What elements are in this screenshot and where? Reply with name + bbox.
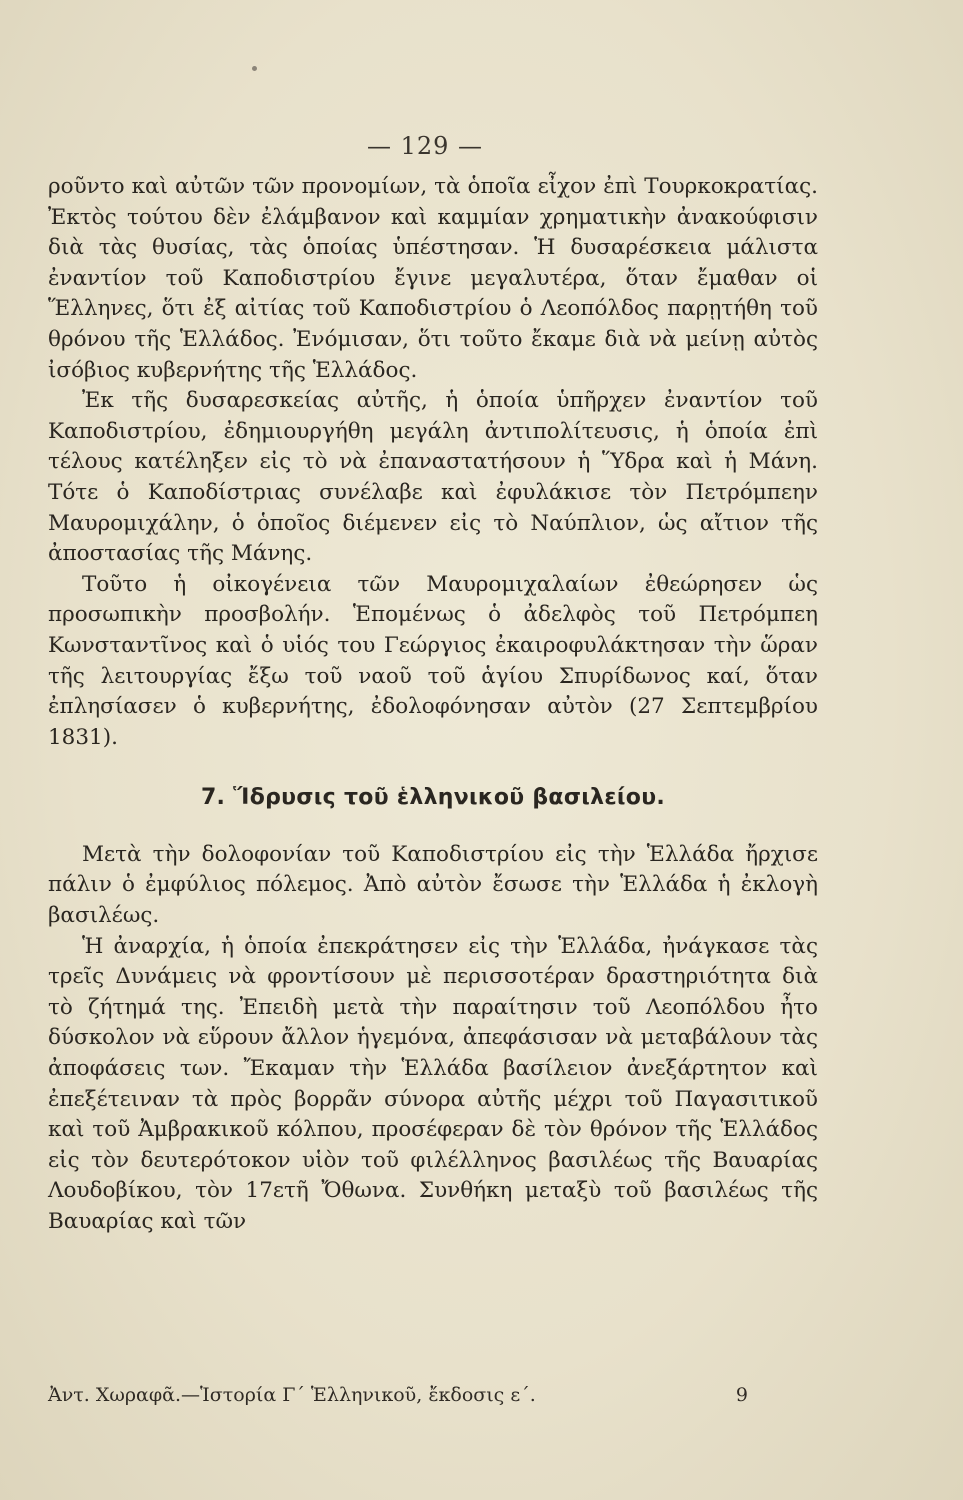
page-number: — 129 — — [366, 132, 484, 160]
body-text — [48, 172, 818, 1238]
footer-citation: Ἀντ. Χωραφᾶ.—Ἱστορία Γ´ Ἑλληνικοῦ, ἔκδοσις ε´. — [48, 1384, 536, 1406]
paragraph: Τοῦτο ἡ οἰκογένεια τῶν Μαυρομιχαλαίων ἐθεώρησεν ὡς προσωπικὴν προσβολήν. Ἑπομένως ὁ ἀδελφὸς τοῦ Πετρόμπεη Κωνσταντῖνος καὶ ὁ υἱός του Γεώργιος ἐκαιροφυλάκτησαν τὴν ὥραν τῆς λειτουργίας ἔξω τοῦ ναοῦ τοῦ ἁγίου Σπυρίδωνος καί, ὅταν ἐπλησίασεν ὁ κυβερνήτης, ἐδολοφόνησαν αὐτὸν (27 Σεπτεμβρίου 1831). — [48, 571, 818, 750]
section-heading-container — [48, 753, 818, 840]
signature-mark: 9 — [735, 1384, 748, 1406]
paragraph: Ἡ ἀναρχία, ἡ ὁποία ἐπεκράτησεν εἰς τὴν Ἑλλάδα, ἠνάγκασε τὰς τρεῖς Δυνάμεις νὰ φροντίσουν μὲ περισσοτέραν δραστηριότητα διὰ τὸ ζήτημά της. Ἐπειδὴ μετὰ τὴν παραίτησιν τοῦ Λεοπόλδου ἦτο δύσκολον νὰ εὕρουν ἄλλον ἡγεμόνα, ἀπεφάσισαν νὰ μεταβάλουν τὰς ἀποφάσεις των. Ἔκαμαν τὴν Ἑλλάδα βασίλειον ἀνεξάρτητον καὶ ἐπεξέτειναν τὰ πρὸς βορρᾶν σύνορα αὐτῆς μέχρι τοῦ Παγασιτικοῦ καὶ τοῦ Ἀμβρακικοῦ κόλπου, προσέφεραν δὲ τὸν θρόνον τῆς Ἑλλάδος εἰς τὸν δευτερότοκον υἱὸν τοῦ φιλέλληνος βασιλέως τῆς Βαυαρίας Λουδοβίκου, τὸν 17ετῆ Ὄθωνα. Συνθήκη μεταξὺ τοῦ βασιλέως τῆς Βαυαρίας καὶ τῶν — [48, 933, 818, 1234]
ink-speck — [252, 66, 257, 71]
paragraph: ροῦντο καὶ αὐτῶν τῶν προνομίων, τὰ ὁποῖα εἶχον ἐπὶ Τουρκοκρατίας. Ἐκτὸς τούτου δὲν ἐλάμβανον καὶ καμμίαν χρηματικὴν ἀνακούφισιν διὰ τὰς θυσίας, τὰς ὁποίας ὑπέστησαν. Ἡ δυσαρέσκεια μάλιστα ἐναντίον τοῦ Καποδιστρίου ἔγινε μεγαλυτέρα, ὅταν ἔμαθαν οἱ Ἕλληνες, ὅτι ἐξ αἰτίας τοῦ Καποδιστρίου ὁ Λεοπόλδος παρῃτήθη τοῦ θρόνου τῆς Ἑλλάδος. Ἐνόμισαν, ὅτι τοῦτο ἔκαμε διὰ νὰ μείνῃ αὐτὸς ἰσόβιος κυβερνήτης τῆς Ἑλλάδος. — [48, 174, 818, 383]
paragraph: Μετὰ τὴν δολοφονίαν τοῦ Καποδιστρίου εἰς τὴν Ἑλλάδα ἤρχισε πάλιν ὁ ἐμφύλιος πόλεμος. Ἀπὸ αὐτὸν ἔσωσε τὴν Ἑλλάδα ἡ ἐκλογὴ βασιλέως. — [48, 841, 818, 929]
page-footer — [48, 1384, 748, 1406]
paragraph: Ἐκ τῆς δυσαρεσκείας αὐτῆς, ἡ ὁποία ὑπῆρχεν ἐναντίον τοῦ Καποδιστρίου, ἐδημιουργήθη μεγάλη ἀντιπολίτευσις, ἡ ὁποία ἐπὶ τέλους κατέληξεν εἰς τὸ νὰ ἐπαναστατήσουν ἡ Ὕδρα καὶ ἡ Μάνη. Τότε ὁ Καποδίστριας συνέλαβε καὶ ἐφυλάκισε τὸν Πετρόμπεην Μαυρομιχάλην, ὁ ὁποῖος διέμενεν εἰς τὸ Ναύπλιον, ὡς αἴτιον τῆς ἀποστασίας τῆς Μάνης. — [48, 388, 818, 567]
section-heading: 7. Ἵδρυσις τοῦ ἑλληνικοῦ βασιλείου. — [200, 785, 666, 811]
